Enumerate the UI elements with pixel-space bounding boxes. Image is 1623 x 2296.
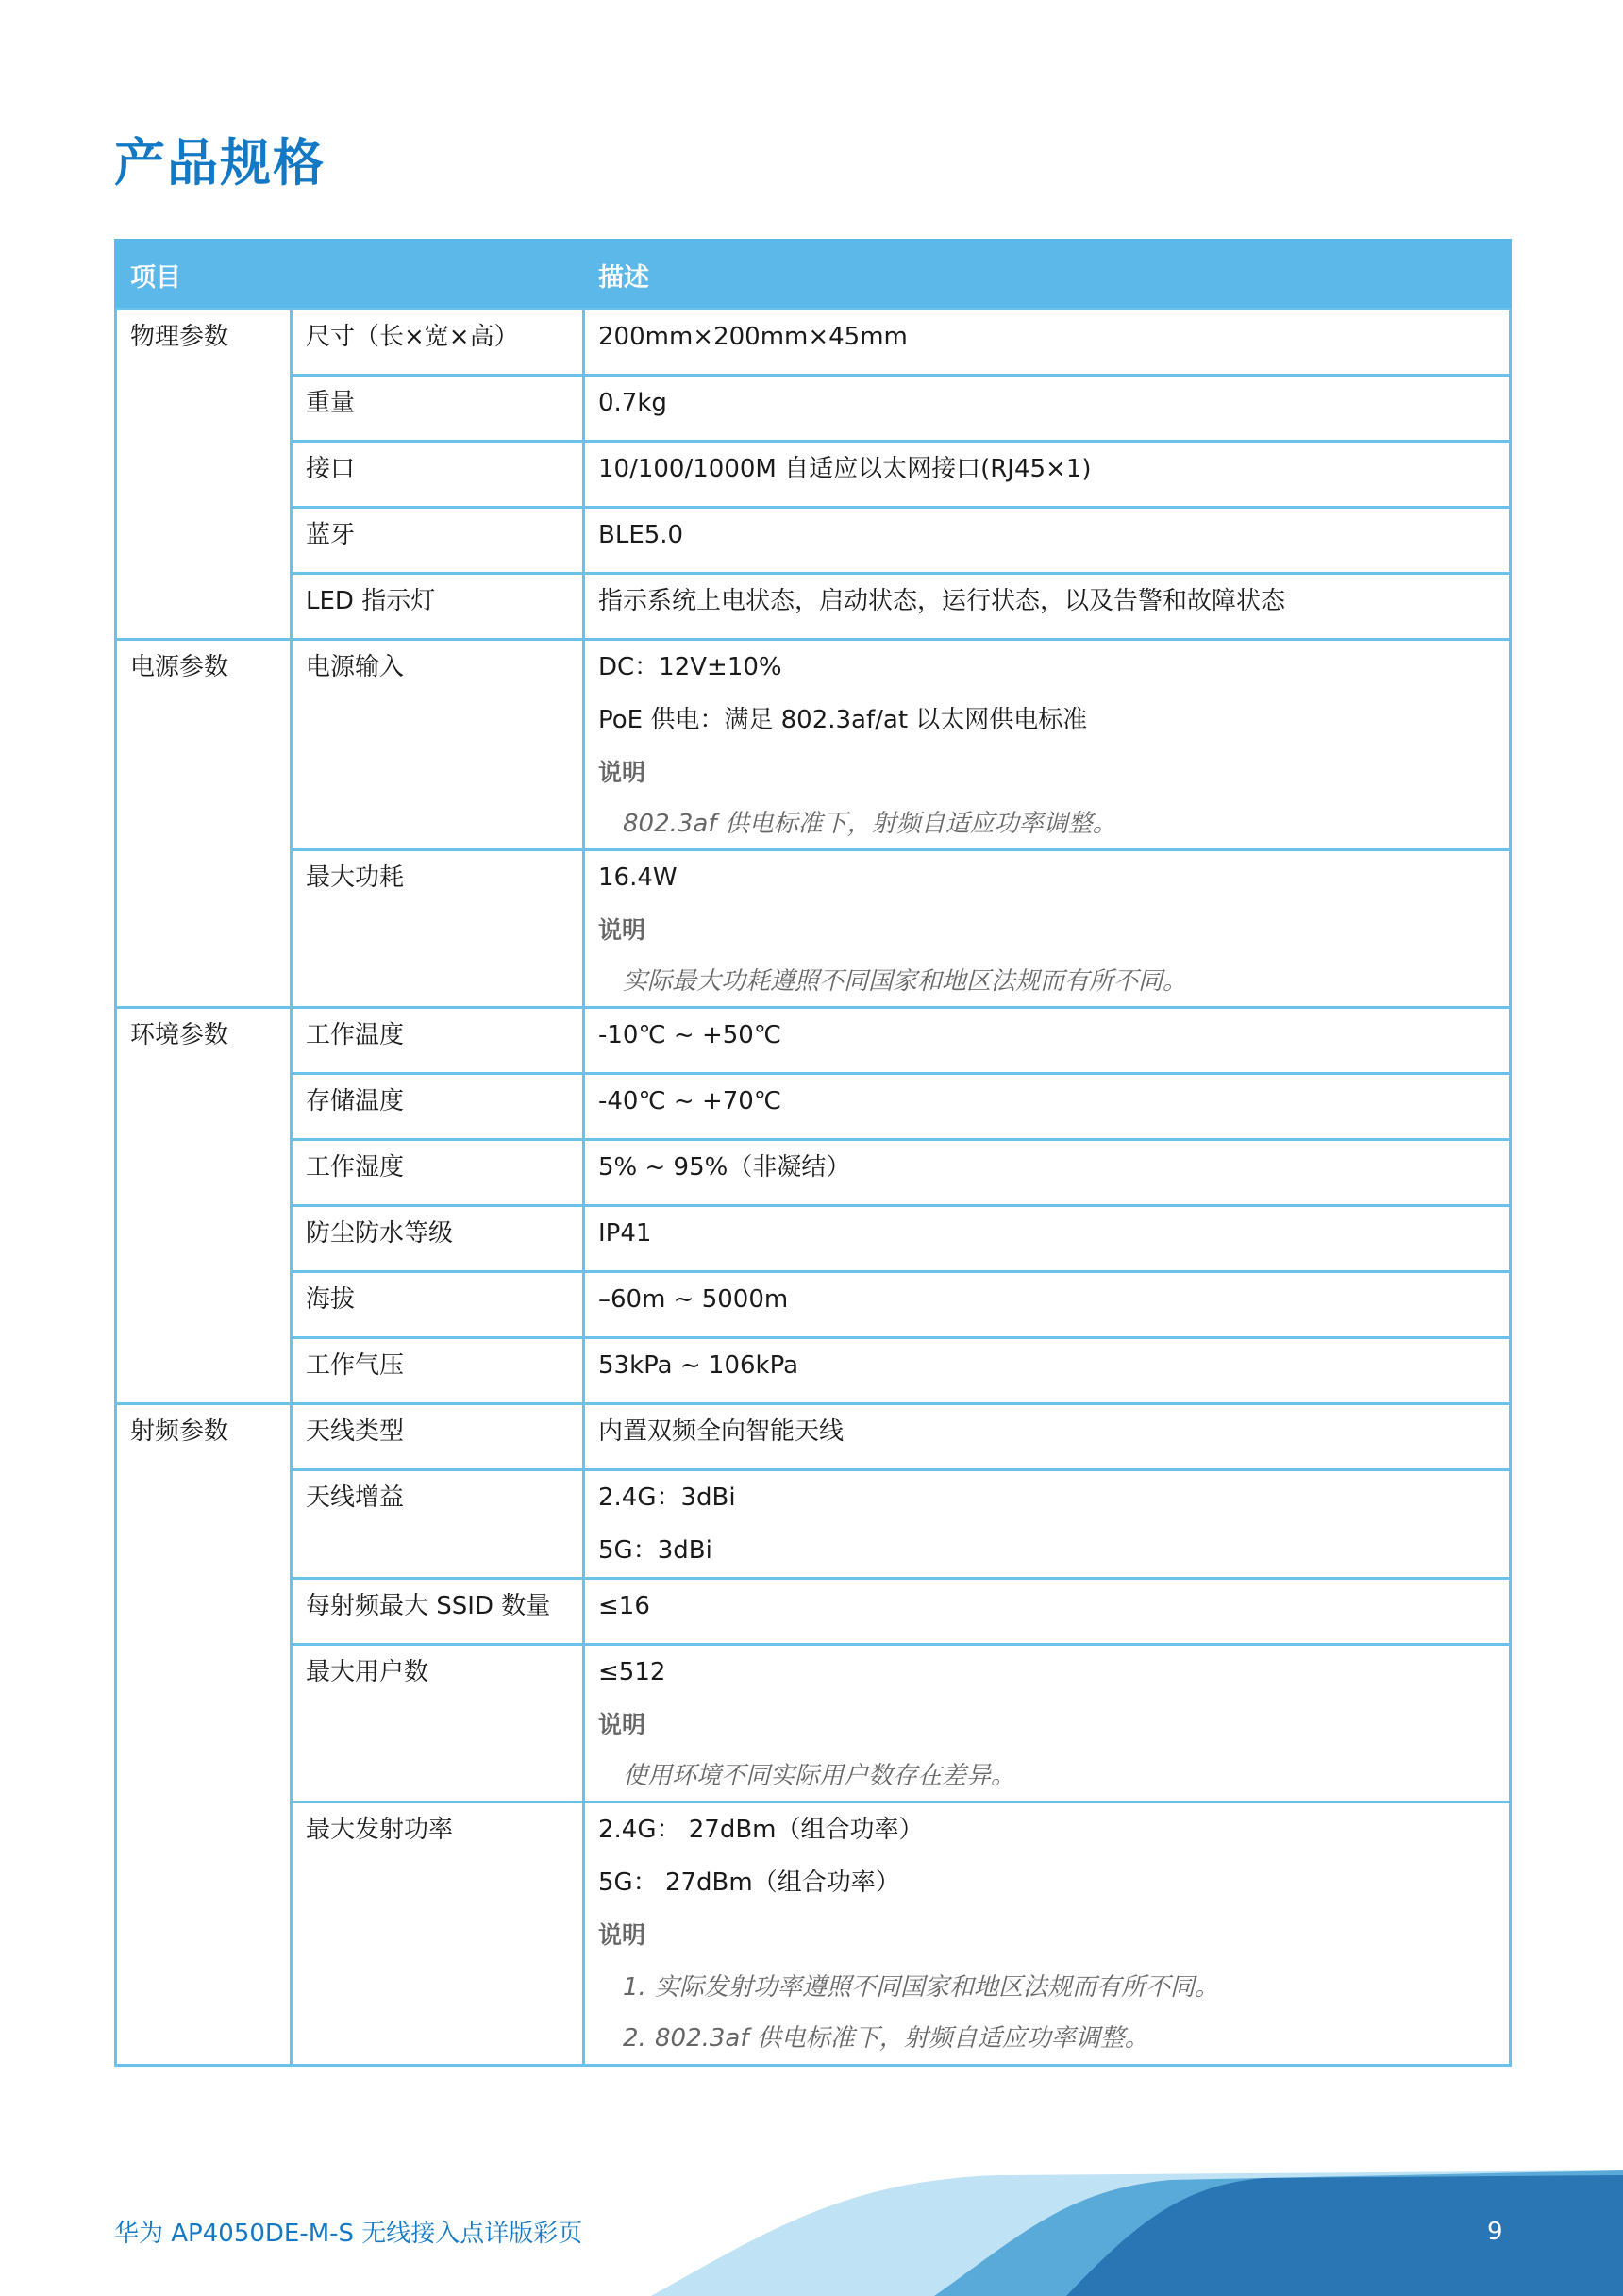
item-name-cell bbox=[292, 574, 584, 640]
item-value: –60m ~ 5000m bbox=[598, 1285, 789, 1314]
item-value-cell bbox=[584, 640, 1511, 850]
header-desc: 描述 bbox=[584, 241, 1511, 310]
item-value-cell bbox=[584, 1272, 1511, 1338]
item-name: 接口 bbox=[306, 455, 356, 483]
item-value-cell bbox=[584, 574, 1511, 640]
category-label: 物理参数 bbox=[130, 323, 229, 351]
item-value: 指示系统上电状态，启动状态，运行状态，以及告警和故障状态 bbox=[598, 587, 1286, 615]
table-row bbox=[116, 508, 1511, 574]
table-row bbox=[116, 1206, 1511, 1272]
item-value: PoE 供电：满足 802.3af/at 以太网供电标准 bbox=[598, 706, 1088, 734]
item-value-cell bbox=[584, 1645, 1511, 1802]
table-row bbox=[116, 1470, 1511, 1579]
item-name-cell bbox=[292, 508, 584, 574]
item-name: 工作气压 bbox=[306, 1351, 405, 1380]
item-value-cell bbox=[584, 376, 1511, 442]
item-name: 最大用户数 bbox=[306, 1658, 429, 1686]
item-value-cell bbox=[584, 850, 1511, 1008]
page-title: 产品规格 bbox=[114, 133, 326, 193]
note-list-number: 1. bbox=[623, 1973, 646, 2002]
item-value-cell bbox=[584, 1074, 1511, 1140]
category-cell bbox=[116, 1008, 292, 1404]
item-name: 最大功耗 bbox=[306, 863, 405, 892]
item-value-cell bbox=[584, 1404, 1511, 1470]
item-name-cell bbox=[292, 1802, 584, 2066]
item-value-cell bbox=[584, 1338, 1511, 1404]
item-name-cell bbox=[292, 640, 584, 850]
table-row bbox=[116, 574, 1511, 640]
item-value: ≤512 bbox=[598, 1658, 666, 1686]
table-row bbox=[116, 1272, 1511, 1338]
table-row bbox=[116, 1579, 1511, 1645]
item-value-cell bbox=[584, 1579, 1511, 1645]
item-name-cell bbox=[292, 1579, 584, 1645]
item-value: 10/100/1000M 自适应以太网接口(RJ45×1) bbox=[598, 455, 1092, 483]
item-name: LED 指示灯 bbox=[306, 587, 436, 615]
note-text: 802.3af 供电标准下，射频自适应功率调整。 bbox=[623, 810, 1117, 838]
item-name-cell bbox=[292, 1008, 584, 1074]
item-name: 工作湿度 bbox=[306, 1153, 405, 1182]
item-value-cell bbox=[584, 1008, 1511, 1074]
item-value: -40℃ ~ +70℃ bbox=[598, 1087, 782, 1115]
item-name-cell bbox=[292, 850, 584, 1008]
item-name-cell bbox=[292, 1206, 584, 1272]
item-value-cell bbox=[584, 508, 1511, 574]
item-value-cell bbox=[584, 1802, 1511, 2066]
note-list-text: 实际发射功率遵照不同国家和地区法规而有所不同。 bbox=[655, 1973, 1220, 2002]
note-text: 实际最大功耗遵照不同国家和地区法规而有所不同。 bbox=[623, 967, 1188, 996]
table-header-row bbox=[116, 241, 1511, 310]
spec-table bbox=[114, 239, 1512, 2067]
note-list-number: 2. bbox=[623, 2024, 646, 2053]
note-list-item bbox=[598, 2013, 1496, 2064]
item-value: 2.4G：3dBi bbox=[598, 1483, 736, 1512]
item-value-cell bbox=[584, 310, 1511, 376]
item-name: 工作温度 bbox=[306, 1021, 405, 1049]
category-label: 电源参数 bbox=[130, 653, 229, 681]
note-label: 说明 bbox=[598, 759, 646, 786]
table-row bbox=[116, 376, 1511, 442]
item-name-cell bbox=[292, 1470, 584, 1579]
item-name-cell bbox=[292, 1140, 584, 1206]
note-label: 说明 bbox=[598, 916, 646, 944]
item-value: ≤16 bbox=[598, 1592, 650, 1620]
table-row bbox=[116, 1338, 1511, 1404]
category-cell bbox=[116, 640, 292, 1008]
item-value: 16.4W bbox=[598, 863, 678, 892]
item-value-cell bbox=[584, 1140, 1511, 1206]
note-list-item bbox=[598, 1962, 1496, 2013]
item-value: IP41 bbox=[598, 1219, 652, 1248]
page-number: 9 bbox=[1487, 2218, 1503, 2246]
table-row bbox=[116, 1802, 1511, 2066]
note-label: 说明 bbox=[598, 1711, 646, 1738]
category-label: 环境参数 bbox=[130, 1021, 229, 1049]
item-name: 海拔 bbox=[306, 1285, 356, 1314]
footer-doc-title: 华为 AP4050DE-M-S 无线接入点详版彩页 bbox=[114, 2220, 583, 2248]
item-name: 尺寸（长×宽×高） bbox=[306, 323, 519, 351]
table-body bbox=[116, 310, 1511, 2066]
item-name-cell bbox=[292, 1338, 584, 1404]
item-value: 53kPa ~ 106kPa bbox=[598, 1351, 799, 1380]
item-value-cell bbox=[584, 1470, 1511, 1579]
item-value: 5% ~ 95%（非凝结） bbox=[598, 1153, 851, 1182]
item-value: 内置双频全向智能天线 bbox=[598, 1417, 845, 1446]
item-name-cell bbox=[292, 310, 584, 376]
item-name: 每射频最大 SSID 数量 bbox=[306, 1592, 551, 1620]
item-name-cell bbox=[292, 1404, 584, 1470]
note-text: 使用环境不同实际用户数存在差异。 bbox=[623, 1762, 1016, 1790]
table-row bbox=[116, 1074, 1511, 1140]
category-label: 射频参数 bbox=[130, 1417, 229, 1446]
item-name-cell bbox=[292, 1645, 584, 1802]
table-row bbox=[116, 640, 1511, 850]
item-value: 200mm×200mm×45mm bbox=[598, 323, 908, 351]
item-name: 蓝牙 bbox=[306, 521, 356, 549]
table-row bbox=[116, 1140, 1511, 1206]
item-name-cell bbox=[292, 1074, 584, 1140]
table-row bbox=[116, 442, 1511, 508]
item-name: 重量 bbox=[306, 389, 356, 417]
item-value: 2.4G： 27dBm（组合功率） bbox=[598, 1816, 924, 1844]
item-value: 5G： 27dBm（组合功率） bbox=[598, 1869, 900, 1897]
note-list-text: 802.3af 供电标准下，射频自适应功率调整。 bbox=[655, 2024, 1149, 2053]
item-name: 电源输入 bbox=[306, 653, 405, 681]
header-item: 项目 bbox=[116, 241, 584, 310]
table-row bbox=[116, 310, 1511, 376]
item-name-cell bbox=[292, 442, 584, 508]
table-row bbox=[116, 1404, 1511, 1470]
item-value-cell bbox=[584, 1206, 1511, 1272]
item-name: 防尘防水等级 bbox=[306, 1219, 454, 1248]
item-value: 0.7kg bbox=[598, 389, 667, 417]
item-value-cell bbox=[584, 442, 1511, 508]
item-name: 存储温度 bbox=[306, 1087, 405, 1115]
item-value: BLE5.0 bbox=[598, 521, 684, 549]
category-cell bbox=[116, 1404, 292, 2066]
item-name-cell bbox=[292, 376, 584, 442]
table-row bbox=[116, 1008, 1511, 1074]
table-row bbox=[116, 850, 1511, 1008]
item-name: 天线类型 bbox=[306, 1417, 405, 1446]
item-value: DC：12V±10% bbox=[598, 653, 782, 681]
note-label: 说明 bbox=[598, 1921, 646, 1949]
item-name: 最大发射功率 bbox=[306, 1816, 454, 1844]
category-cell bbox=[116, 310, 292, 640]
item-name: 天线增益 bbox=[306, 1483, 405, 1512]
table-row bbox=[116, 1645, 1511, 1802]
item-value: 5G：3dBi bbox=[598, 1536, 712, 1565]
item-value: -10℃ ~ +50℃ bbox=[598, 1021, 782, 1049]
item-name-cell bbox=[292, 1272, 584, 1338]
